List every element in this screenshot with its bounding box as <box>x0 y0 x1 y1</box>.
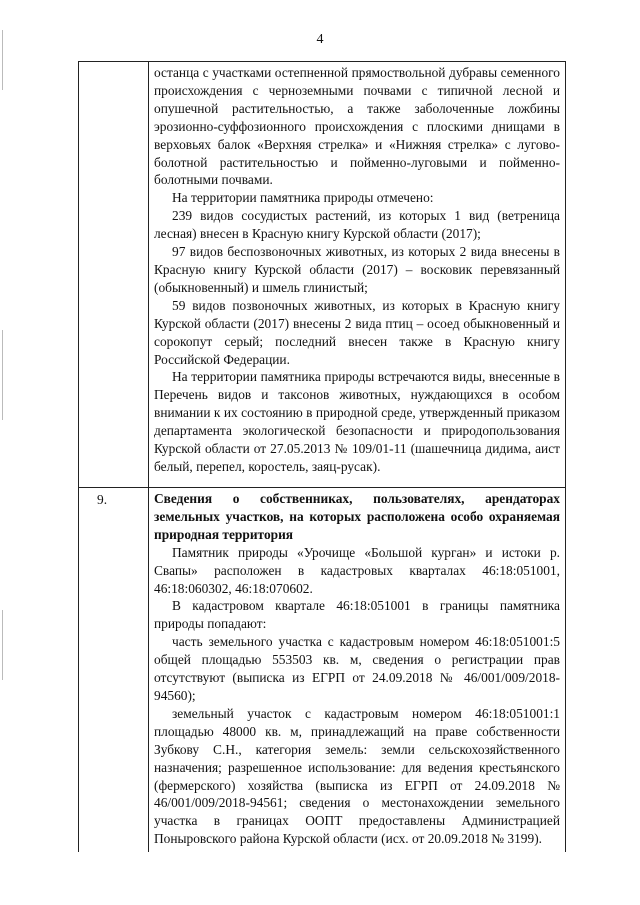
row-content <box>149 488 566 853</box>
page-number: 4 <box>316 32 324 47</box>
document-table <box>78 61 566 852</box>
paragraph: 59 видов позвоночных животных, из которых в Красную книгу Курской области (2017) внесены 2 вида птиц – осоед обыкновенный и сорокопут серый; последний внесен также в Красную книгу Российской Федерации. <box>154 297 560 367</box>
row-number <box>79 62 149 488</box>
row-content <box>149 62 566 488</box>
paragraph: На территории памятника природы встречаются виды, внесенные в Перечень видов и таксонов животных, нуждающихся в особом внимании к их состоянию в природной среде, утвержденный приказом департамента экологической безопасности и природопользования Курской области от 27.05.2013 № 109/01-11 (шашечница дидима, аист белый, перепел, коростель, заяц-русак). <box>154 369 560 474</box>
paragraph: Памятник природы «Урочище «Большой курган» и истоки р. Свапы» расположен в кадастровых кварталах 46:18:051001, 46:18:060302, 46:18:070602. <box>154 544 560 596</box>
scan-edge-mark <box>2 330 3 420</box>
row-number: 9. <box>79 488 149 853</box>
paragraph: земельный участок с кадастровым номером 46:18:051001:1 площадью 48000 кв. м, принадлежащий на праве собственности Зубкову С.Н., категория земель: земли сельскохозяйственного назначения; разрешенное использование: для ведения крестьянского (фермерского) хозяйства (выписка из ЕГРП от 24.09.2018 № 46/001/009/2018-94561; сведения о местонахождении земельного участка в границах ООПТ предоставлены Администрацией Поныровского района Курской области (исх. от 20.09.2018 № 3199). <box>154 705 560 847</box>
paragraph: останца с участками остепненной прямоствольной дубравы семенного происхождения с черноземными почвами с типичной лесной и опушечной растительностью, а также заболоченные ложбины эрозионно-суффозионного происхождения с плоскими днищами в верховьях балок «Верхняя стрелка» и «Нижняя стрелка» с лугово-болотной растительностью и пойменно-луговыми и пойменно-болотными почвами. <box>154 65 560 188</box>
scan-edge-mark <box>2 610 3 680</box>
paragraph: На территории памятника природы отмечено: <box>172 190 434 206</box>
paragraph: часть земельного участка с кадастровым номером 46:18:051001:5 общей площадью 553503 кв. м, сведения о регистрации прав отсутствуют (выписка из ЕГРП от 24.09.2018 № 46/001/009/2018-94560); <box>154 634 560 703</box>
table-row <box>79 488 566 853</box>
paragraph: 239 видов сосудистых растений, из которых 1 вид (ветреница лесная) внесен в Красную книгу Курской области (2017); <box>154 208 560 242</box>
table-row <box>79 62 566 488</box>
paragraph: В кадастровом квартале 46:18:051001 в границы памятника природы попадают: <box>154 598 560 632</box>
paragraph: 97 видов беспозвоночных животных, из которых 2 вида внесены в Красную книгу Курской области (2017) – восковик перевязанный (обыкновенный) и шмель глинистый; <box>154 244 560 295</box>
section-heading: Сведения о собственниках, пользователях, арендаторах земельных участков, на которых расположена особо охраняемая природная территория <box>154 491 560 542</box>
